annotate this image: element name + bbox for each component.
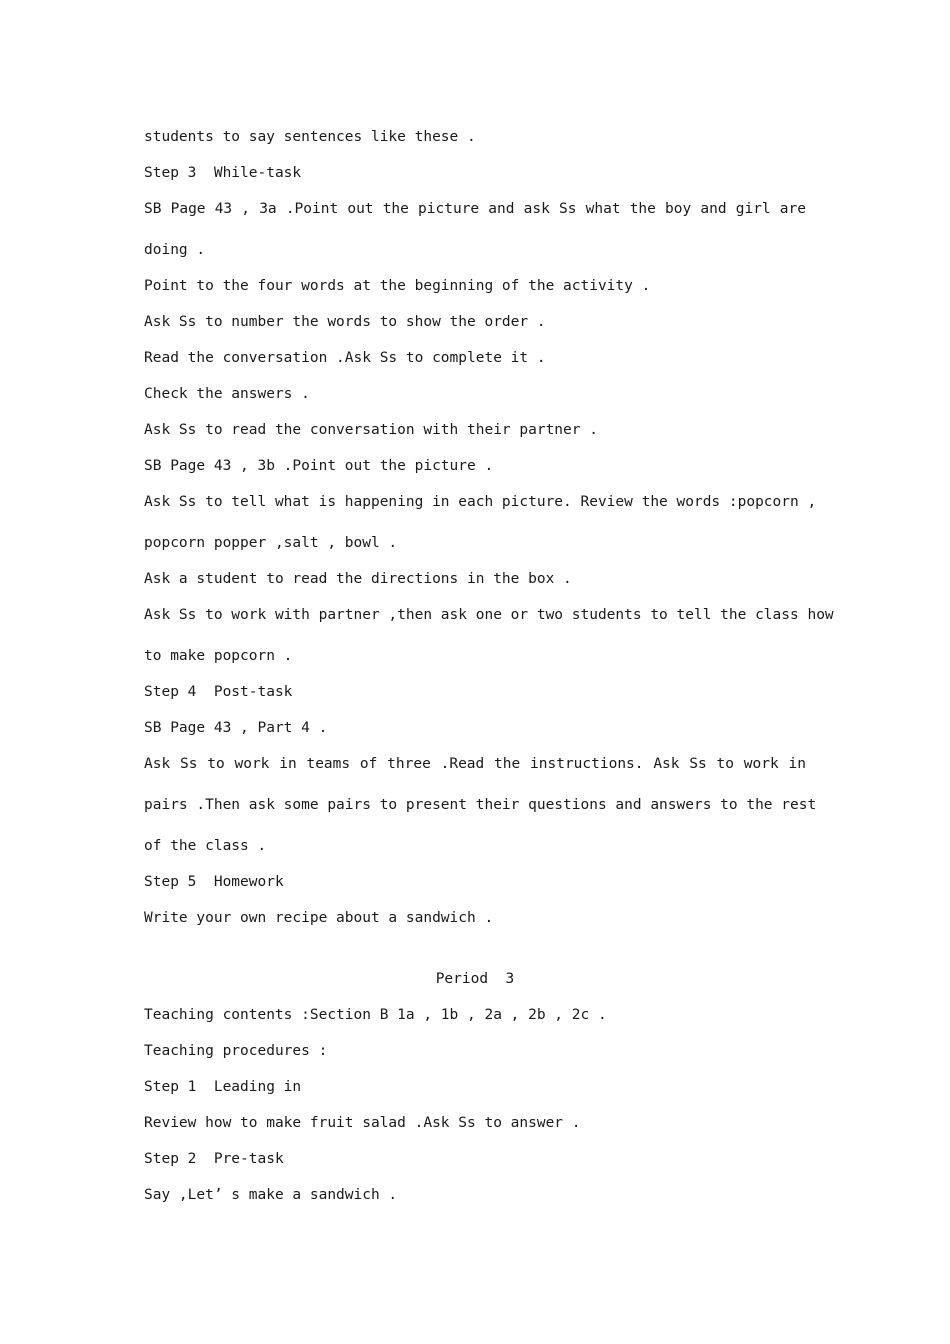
text-line: to make popcorn . xyxy=(144,648,293,664)
text-line: Ask Ss to work in teams of three .Read the instructions. Ask Ss to work in xyxy=(144,756,806,772)
text-line: SB Page 43 , 3a .Point out the picture and ask Ss what the boy and girl are xyxy=(144,201,806,217)
step-heading: Step 2 Pre-task xyxy=(144,1151,284,1167)
text-line: Teaching contents :Section B 1a , 1b , 2a , 2b , 2c . xyxy=(144,1007,607,1023)
text-line: Read the conversation .Ask Ss to complete it . xyxy=(144,350,546,366)
step-heading: Step 3 While-task xyxy=(144,165,302,181)
text-line: Check the answers . xyxy=(144,386,310,402)
text-line: Ask Ss to number the words to show the order . xyxy=(144,314,546,330)
text-line: students to say sentences like these . xyxy=(144,129,476,145)
step-heading: Step 4 Post-task xyxy=(144,684,293,700)
text-line: SB Page 43 , Part 4 . xyxy=(144,720,328,736)
text-line: popcorn popper ,salt , bowl . xyxy=(144,535,398,551)
text-line: Review how to make fruit salad .Ask Ss to answer . xyxy=(144,1115,581,1131)
text-line: Say ,Let’ s make a sandwich . xyxy=(144,1187,398,1203)
text-line: Ask Ss to read the conversation with their partner . xyxy=(144,422,598,438)
step-heading: Step 5 Homework xyxy=(144,874,284,890)
period-heading: Period 3 xyxy=(435,971,515,987)
text-line: Teaching procedures : xyxy=(144,1043,328,1059)
step-heading: Step 1 Leading in xyxy=(144,1079,302,1095)
text-line: SB Page 43 , 3b .Point out the picture . xyxy=(144,458,494,474)
text-line: of the class . xyxy=(144,838,267,854)
text-line: Write your own recipe about a sandwich . xyxy=(144,910,494,926)
text-line: Ask Ss to work with partner ,then ask one or two students to tell the class how xyxy=(144,607,834,623)
text-line: doing . xyxy=(144,242,206,258)
text-line: Ask Ss to tell what is happening in each picture. Review the words :popcorn , xyxy=(144,494,817,510)
text-line: Point to the four words at the beginning of the activity . xyxy=(144,278,651,294)
text-line: pairs .Then ask some pairs to present their questions and answers to the rest xyxy=(144,797,817,813)
text-line: Ask a student to read the directions in the box . xyxy=(144,571,572,587)
